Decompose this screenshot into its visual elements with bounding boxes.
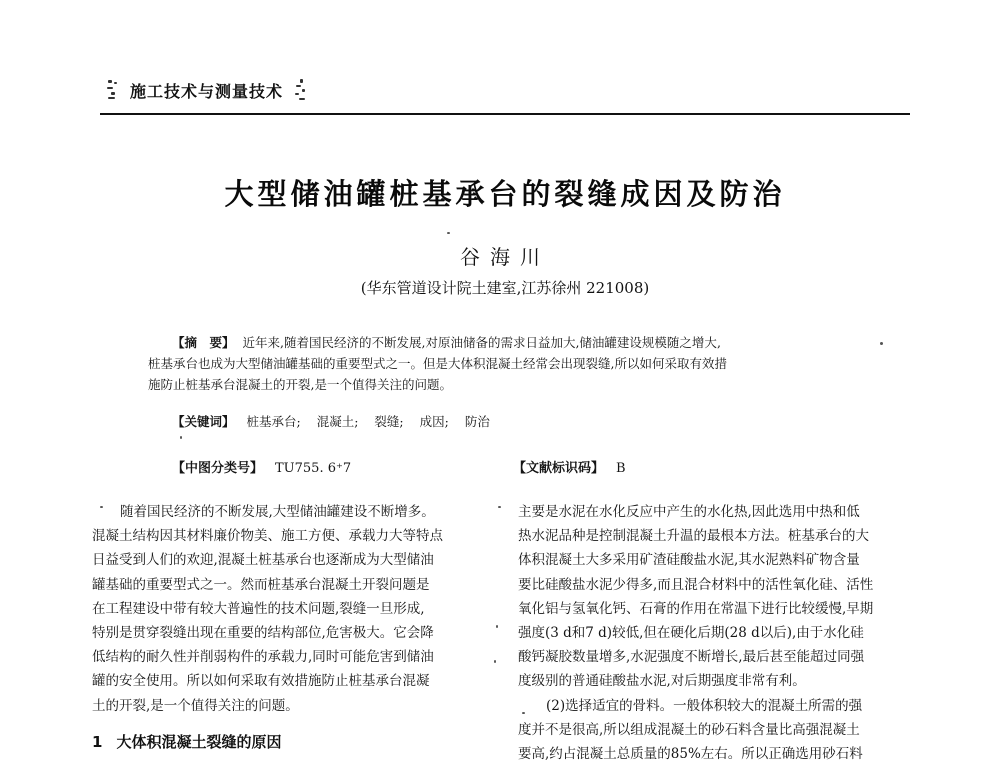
paragraph-line: 特别是贯穿裂缝出现在重要的结构部位,危害极大。它会降 bbox=[92, 625, 434, 642]
paragraph-line: 随着国民经济的不断发展,大型储油罐建设不断增多。 bbox=[120, 504, 435, 520]
paragraph-line: 要比硅酸盐水泥少得多,而且混合材料中的活性氧化硅、活性 bbox=[518, 576, 874, 593]
scan-speck bbox=[180, 436, 182, 439]
doc-code-tag: 【文献标识码】 bbox=[513, 461, 605, 476]
ornament-left-icon bbox=[106, 78, 120, 102]
keywords bbox=[172, 412, 502, 430]
paragraph-line: 日益受到人们的欢迎,混凝土桩基承台也逐渐成为大型储油 bbox=[92, 552, 434, 569]
paragraph-line: 低结构的耐久性并削弱构件的承载力,同时可能危害到储油 bbox=[92, 649, 434, 666]
keyword: 成因; bbox=[419, 414, 449, 429]
scan-speck bbox=[447, 232, 450, 234]
scan-speck bbox=[496, 625, 498, 628]
keyword: 混凝土; bbox=[316, 414, 359, 429]
scan-speck bbox=[494, 660, 496, 663]
ornament-right-icon bbox=[293, 78, 307, 102]
article-title: 大型储油罐桩基承台的裂缝成因及防治 bbox=[224, 177, 786, 211]
paragraph-line: 混凝土结构因其材料廉价物美、施工方便、承载力大等特点 bbox=[92, 528, 443, 545]
paragraph-line: 罐的安全使用。所以如何采取有效措施防止桩基承台混凝 bbox=[92, 673, 430, 690]
paragraph-line: 度并不是很高,所以组成混凝土的砂石料含量比高强混凝土 bbox=[518, 721, 860, 738]
paragraph-line: 罐基础的重要型式之一。然而桩基承台混凝土开裂问题是 bbox=[92, 576, 430, 593]
abstract-line bbox=[148, 332, 888, 353]
clc-tag: 【中图分类号】 bbox=[172, 461, 264, 476]
keyword: 桩基承台; bbox=[246, 414, 301, 429]
header-rule bbox=[100, 113, 910, 115]
section-number: 1 bbox=[92, 733, 103, 751]
author-affiliation: (华东管道设计院土建室,江苏徐州 221008) bbox=[360, 279, 650, 297]
body-right-column bbox=[518, 500, 916, 766]
body-left-column bbox=[92, 500, 490, 718]
abstract-line: 施防止桩基承台混凝土的开裂,是一个值得关注的问题。 bbox=[148, 377, 452, 392]
abstract-text: 近年来,随着国民经济的不断发展,对原油储备的需求日益加大,储油罐建设规模随之增大, bbox=[242, 335, 721, 350]
author-name: 谷海川 bbox=[460, 245, 550, 269]
abstract bbox=[148, 332, 888, 395]
section-heading-text: 大体积混凝土裂缝的原因 bbox=[116, 733, 282, 751]
paragraph-line: 度级别的普通硅酸盐水泥,对后期强度非常有利。 bbox=[518, 673, 806, 690]
section-heading-1 bbox=[92, 731, 281, 752]
paragraph-line: 要高,约占混凝土总质量的85%左右。所以正确选用砂石料 bbox=[518, 746, 863, 763]
paragraph-line: (2)选择适宜的骨料。一般体积较大的混凝土所需的强 bbox=[546, 697, 863, 714]
keyword: 防治 bbox=[464, 414, 490, 429]
section-label: 施工技术与测量技术 bbox=[130, 81, 284, 101]
section-header bbox=[106, 76, 307, 104]
abstract-tag: 【摘 要】 bbox=[172, 335, 235, 350]
clc-number bbox=[172, 457, 351, 476]
scan-speck bbox=[498, 506, 501, 508]
scan-speck bbox=[522, 712, 525, 714]
paragraph-line: 土的开裂,是一个值得关注的问题。 bbox=[92, 697, 299, 714]
scan-speck bbox=[100, 506, 103, 508]
paragraph-line: 在工程建设中带有较大普遍性的技术问题,裂缝一旦形成, bbox=[92, 600, 425, 617]
clc-value: TU755. 6⁺7 bbox=[275, 461, 352, 476]
document-code bbox=[513, 457, 626, 476]
paragraph-line: 氧化铝与氢氧化钙、石膏的作用在常温下进行比较缓慢,早期 bbox=[518, 600, 874, 617]
doc-code-value: B bbox=[616, 461, 626, 476]
paragraph-line: 酸钙凝胶数量增多,水泥强度不断增长,最后甚至能超过同强 bbox=[518, 649, 865, 666]
scan-speck bbox=[880, 342, 883, 345]
paragraph-line: 热水泥品种是控制混凝土升温的最根本方法。桩基承台的大 bbox=[518, 528, 869, 545]
paragraph-line: 主要是水泥在水化反应中产生的水化热,因此选用中热和低 bbox=[518, 504, 860, 520]
keywords-tag: 【关键词】 bbox=[172, 414, 235, 429]
keyword: 裂缝; bbox=[374, 414, 404, 429]
abstract-line: 桩基承台也成为大型储油罐基础的重要型式之一。但是大体积混凝土经常会出现裂缝,所以如何采取有效措 bbox=[148, 356, 727, 371]
paragraph-line: 体积混凝土大多采用矿渣硅酸盐水泥,其水泥熟料矿物含量 bbox=[518, 552, 860, 569]
paragraph-line: 强度(3 d和7 d)较低,但在硬化后期(28 d以后),由于水化硅 bbox=[518, 625, 864, 642]
